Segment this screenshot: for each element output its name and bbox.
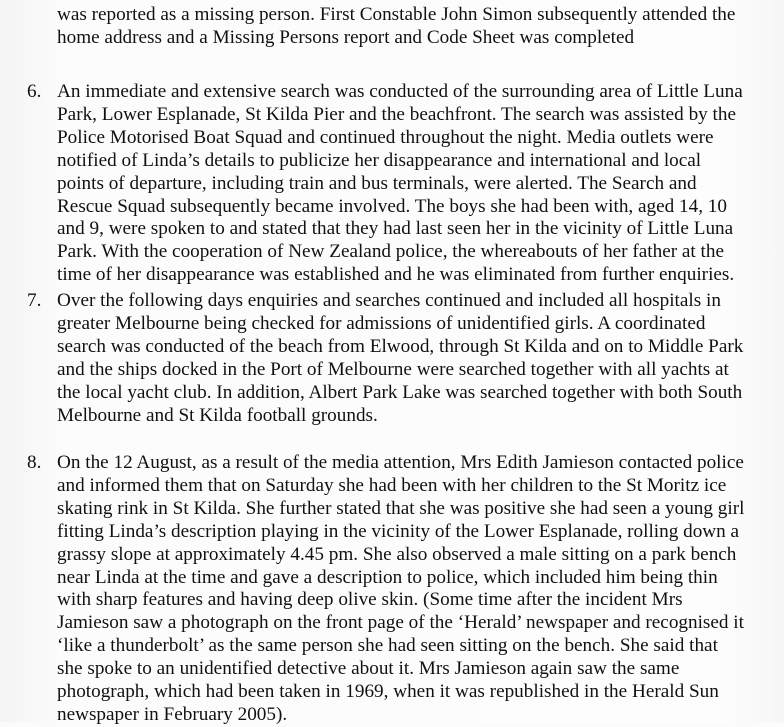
text-line: Police Motorised Boat Squad and continued throughout the night. Media outlets were xyxy=(57,126,714,148)
paragraph-8 xyxy=(57,452,779,727)
text-line: she spoke to an unidentified detective about it. Mrs Jamieson again saw the same xyxy=(57,658,680,680)
text-line: points of departure, including train and bus terminals, were alerted. The Search and xyxy=(57,172,697,194)
paragraph-7 xyxy=(57,290,779,427)
text-line: newspaper in February 2005). xyxy=(57,703,288,725)
text-line: skating rink in St Kilda. She further stated that she was positive she had seen a young girl xyxy=(57,497,745,519)
text-line: the local yacht club. In addition, Albert Park Lake was searched together with both South xyxy=(57,381,743,403)
text-line: and 9, were spoken to and stated that they had last seen her in the vicinity of Little Luna xyxy=(57,218,734,240)
text-line: near Linda at the time and gave a description to police, which included him being thin xyxy=(57,566,718,588)
text-line: search was conducted of the beach from Elwood, through St Kilda and on to Middle Park xyxy=(57,335,744,357)
text-line: On the 12 August, as a result of the media attention, Mrs Edith Jamieson contacted police xyxy=(57,452,744,473)
paragraph-number: 7. xyxy=(27,290,42,311)
text-line: notified of Linda’s details to publicize her disappearance and international and local xyxy=(57,149,702,171)
text-line: Melbourne and St Kilda football grounds. xyxy=(57,404,378,426)
paragraph-number: 8. xyxy=(27,452,42,473)
paragraph-6 xyxy=(57,81,779,287)
text-line: fitting Linda’s description playing in the vicinity of the Lower Esplanade, rolling down a xyxy=(57,520,740,542)
text-line: and the ships docked in the Port of Melbourne were searched together with all yachts at xyxy=(57,358,729,380)
text-line: and informed them that on Saturday she had been with her children to the St Moritz ice xyxy=(57,474,727,496)
text-line: photograph, which had been taken in 1969, when it was republished in the Herald Sun xyxy=(57,681,719,703)
text-line: An immediate and extensive search was conducted of the surrounding area of Little Luna xyxy=(57,81,743,102)
text-line: home address and a Missing Persons report and Code Sheet was completed xyxy=(57,26,635,48)
text-line: Over the following days enquiries and searches continued and included all hospitals in xyxy=(57,290,721,311)
text-line: greater Melbourne being checked for admissions of unidentified girls. A coordinated xyxy=(57,312,706,334)
text-line: Park, Lower Esplanade, St Kilda Pier and the beachfront. The search was assisted by the xyxy=(57,103,737,125)
text-line: Jamieson saw a photograph on the front page of the ‘Herald’ newspaper and recognised it xyxy=(57,612,744,634)
text-line: Park. With the cooperation of New Zealand police, the whereabouts of her father at the xyxy=(57,241,724,263)
text-line: time of her disappearance was established and he was eliminated from further enquiries. xyxy=(57,264,735,286)
text-line: was reported as a missing person. First Constable John Simon subsequently attended the xyxy=(57,4,736,25)
text-line: grassy slope at approximately 4.45 pm. She also observed a male sitting on a park bench xyxy=(57,543,737,565)
paragraph-number: 6. xyxy=(27,81,42,102)
text-line: Rescue Squad subsequently became involved. The boys she had been with, aged 14, 10 xyxy=(57,195,727,217)
continued-paragraph xyxy=(57,4,779,50)
text-line: ‘like a thunderbolt’ as the same person she had seen sitting on the bench. She said that xyxy=(57,635,718,657)
text-line: with sharp features and having deep olive skin. (Some time after the incident Mrs xyxy=(57,589,683,611)
